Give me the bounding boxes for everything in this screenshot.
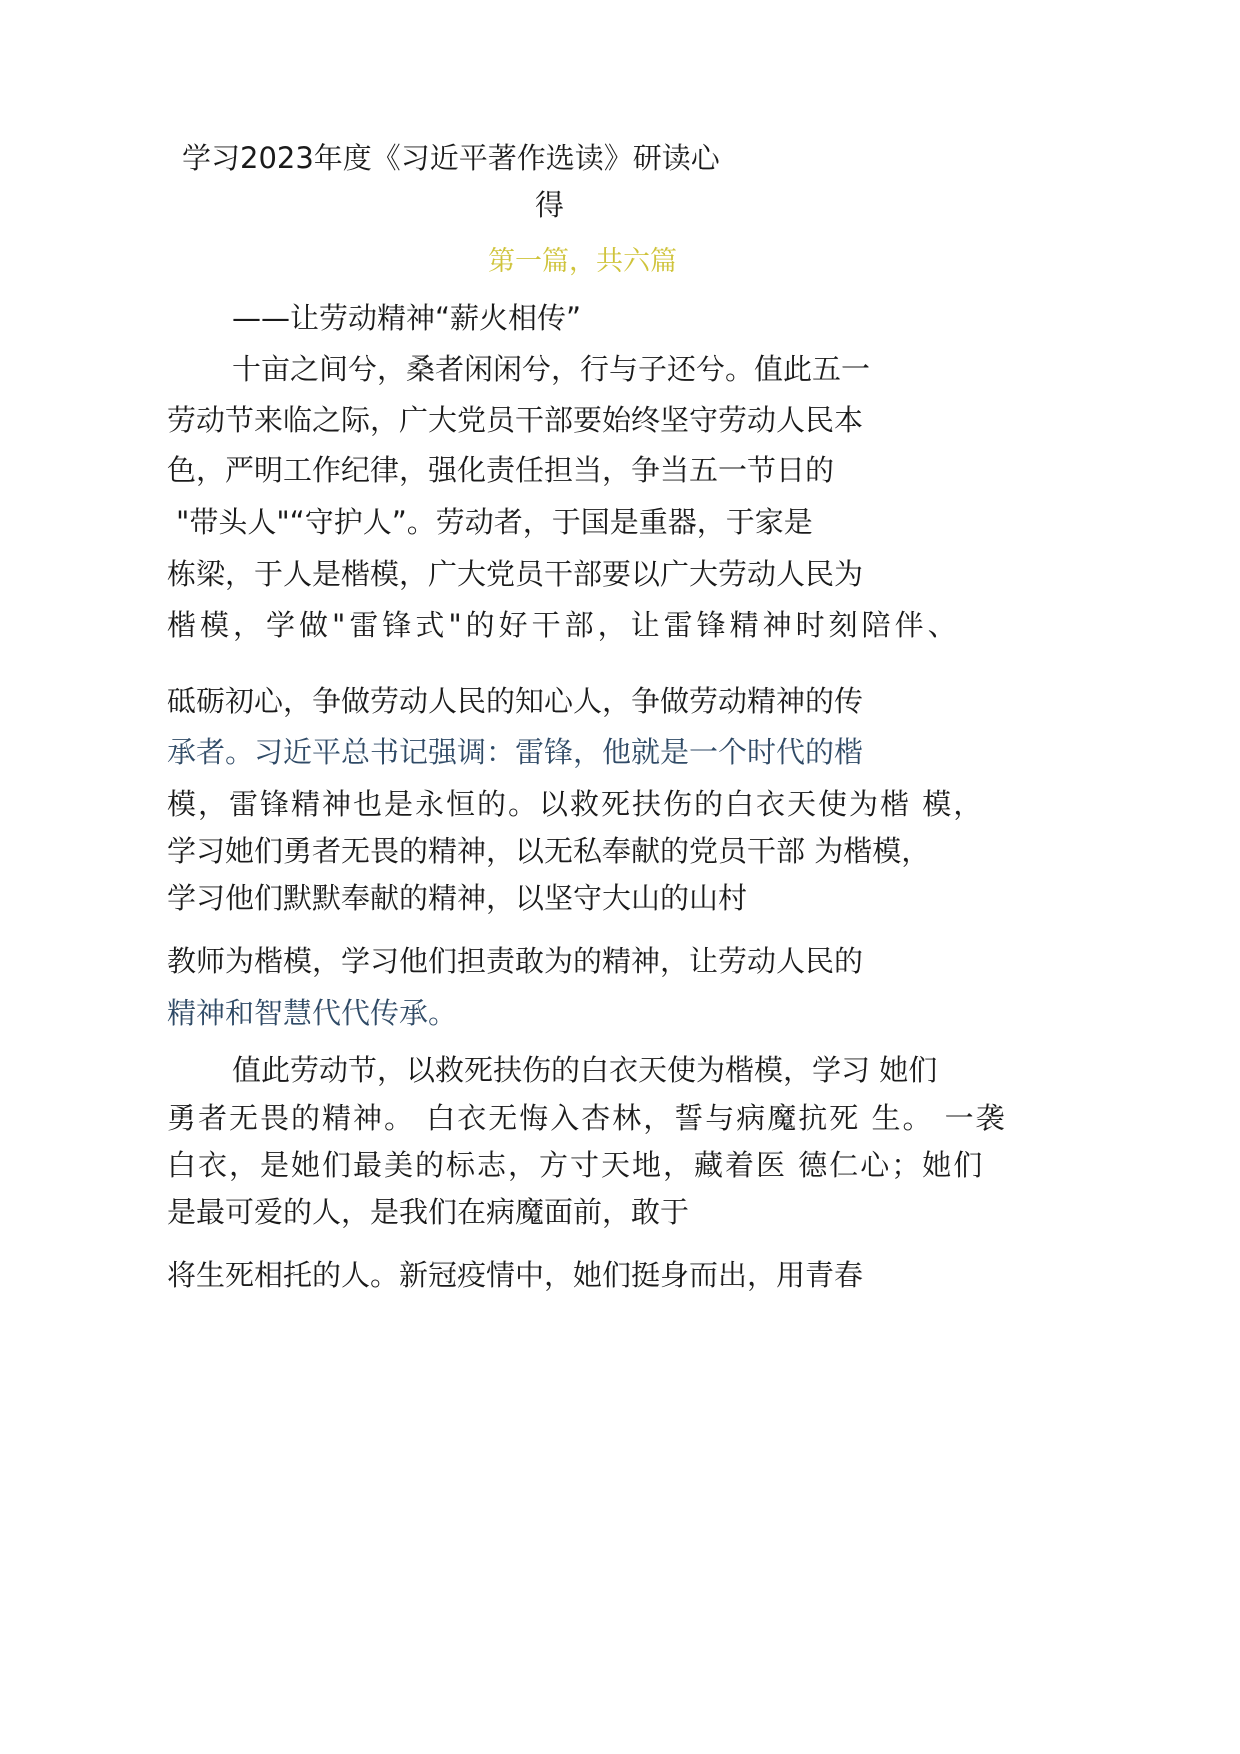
paragraph-line: "带头人"“守护人”。劳动者，于国是重器，于家是: [176, 505, 813, 539]
paragraph-line: 是最可爱的人，是我们在病魔面前，敢于: [167, 1195, 690, 1229]
document-title-line1: 学习2023年度《习近平著作选读》研读心: [182, 141, 720, 175]
document-subtitle: 第一篇，共六篇: [488, 246, 677, 277]
paragraph-line: 值此劳动节，以救死扶伤的白衣天使为楷模，学习 她们: [232, 1053, 938, 1087]
paragraph-line: 色，严明工作纪律，强化责任担当，争当五一节日的: [167, 453, 835, 487]
document-title-line2: 得: [535, 188, 565, 222]
paragraph-line: 学习他们默默奉献的精神，以坚守大山的山村: [167, 881, 748, 915]
paragraph-line: 楷模，学做"雷锋式"的好干部，让雷锋精神时刻陪伴、: [167, 608, 961, 642]
paragraph-line: 栋梁，于人是楷模，广大党员干部要以广大劳动人民为: [167, 557, 864, 591]
paragraph-line: 十亩之间兮，桑者闲闲兮，行与子还兮。值此五一: [232, 352, 871, 386]
paragraph-line: [167, 734, 863, 770]
paragraph-text: 习近平总书记强调：雷锋，他就是一个时代的楷: [254, 735, 864, 769]
paragraph-line: 学习她们勇者无畏的精神，以无私奉献的党员干部 为楷模，: [167, 834, 931, 868]
paragraph-line: 将生死相托的人。新冠疫情中，她们挺身而出，用青春: [167, 1258, 864, 1292]
paragraph-line: 教师为楷模，学习他们担责敢为的精神，让劳动人民的: [167, 944, 864, 978]
paragraph-text: 承者。: [167, 735, 255, 769]
paragraph-line: 白衣，是她们最美的标志，方寸天地，藏着医 德仁心；她们: [167, 1148, 985, 1182]
paragraph-line: 勇者无畏的精神。 白衣无悔入杏林，誓与病魔抗死 生。 一袭: [167, 1101, 1007, 1135]
paragraph-line: 砥砺初心，争做劳动人民的知心人，争做劳动精神的传: [167, 684, 864, 718]
paragraph-line: 劳动节来临之际，广大党员干部要始终坚守劳动人民本: [167, 403, 864, 437]
paragraph-line: 模，雷锋精神也是永恒的。以救死扶伤的白衣天使为楷 模，: [167, 787, 985, 821]
paragraph-line: 精神和智慧代代传承。: [167, 996, 458, 1030]
document-heading: ——让劳动精神“薪火相传”: [232, 301, 582, 335]
